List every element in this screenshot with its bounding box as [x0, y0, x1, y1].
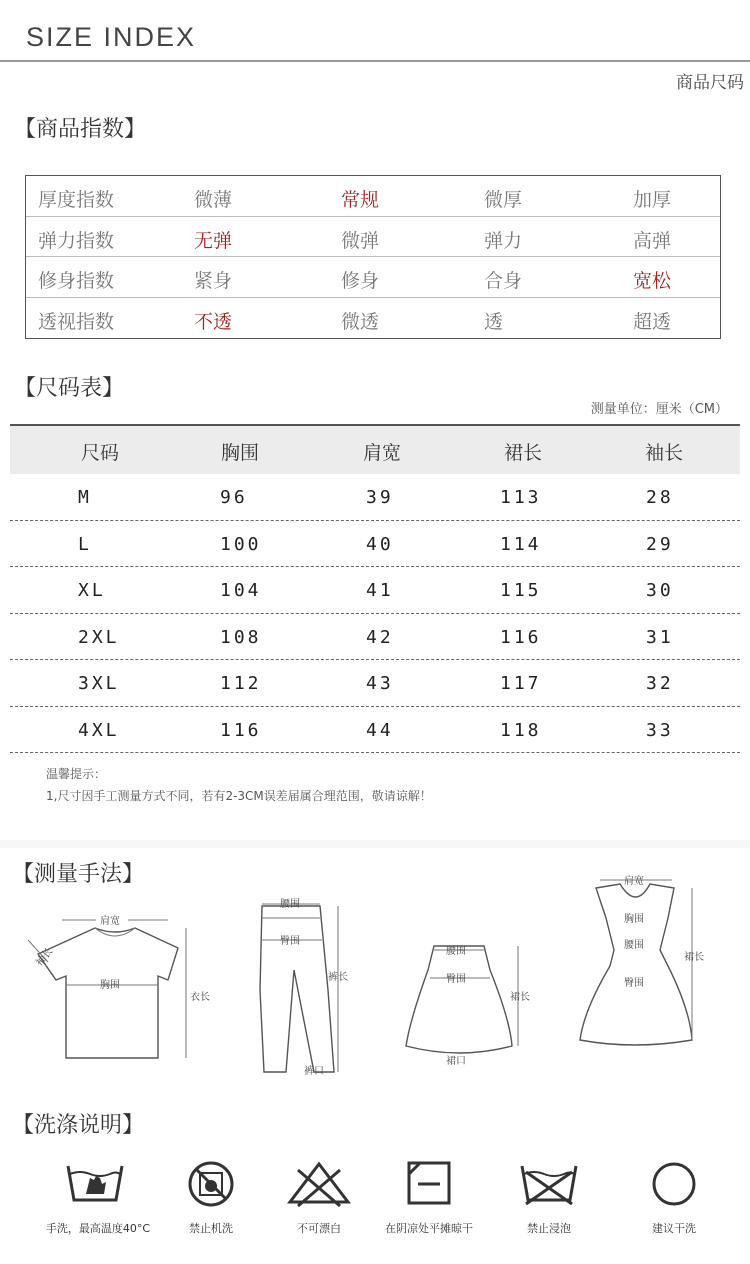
measurement-diagrams	[0, 870, 750, 1090]
size-cell: 40	[366, 533, 394, 555]
skirt-hem-label: 裙口	[446, 1056, 466, 1067]
size-table	[10, 424, 740, 753]
dress-waist-label: 腰围	[624, 940, 644, 951]
attribute-option: 超透	[633, 310, 672, 333]
dress-hip-label: 臀围	[624, 978, 644, 989]
size-table-body	[10, 474, 740, 753]
dress-length-label: 裙长	[684, 952, 704, 963]
no-machine-wash-icon	[184, 1160, 238, 1208]
size-cell: 113	[500, 487, 542, 508]
table-row	[10, 707, 740, 754]
attribute-option: 弹力	[484, 229, 523, 252]
table-row	[10, 567, 740, 614]
skirt-hip-label: 臀围	[446, 974, 466, 985]
size-table-header	[10, 424, 740, 474]
size-cell: 108	[220, 626, 262, 648]
size-column-header: 胸围	[220, 442, 260, 464]
attribute-option-selected: 不透	[194, 310, 233, 333]
table-row	[10, 614, 740, 661]
size-cell: XL	[78, 580, 106, 601]
size-cell: 44	[366, 719, 394, 741]
header-subtitle: 商品尺码	[676, 73, 744, 93]
dry-flat-shade-icon	[406, 1160, 452, 1208]
no-bleach-icon	[286, 1160, 352, 1208]
tshirt-diagram	[28, 914, 210, 1058]
attribute-row	[26, 176, 720, 217]
tip-title: 温馨提示：	[46, 767, 107, 781]
table-row	[10, 474, 740, 521]
tshirt-length-label: 衣长	[190, 992, 210, 1003]
size-cell: 115	[500, 580, 542, 601]
page-title: SIZE INDEX	[26, 22, 197, 52]
size-cell: L	[78, 533, 92, 555]
skirt-waist-label: 腰围	[446, 946, 466, 957]
care-section-title: 【洗涤说明】	[12, 1113, 145, 1138]
care-label-no-bleach: 不可漂白	[297, 1222, 341, 1235]
size-cell: 96	[220, 487, 248, 508]
attribute-option: 微薄	[194, 189, 233, 211]
size-column-header: 尺码	[80, 442, 120, 464]
size-cell: 33	[646, 719, 674, 741]
attribute-label: 修身指数	[38, 270, 115, 292]
size-cell: 39	[366, 487, 394, 508]
attributes-section-title: 【商品指数】	[14, 117, 147, 142]
attribute-label: 弹力指数	[38, 229, 115, 252]
attribute-option-selected: 宽松	[633, 270, 672, 292]
hand-wash-icon	[64, 1160, 126, 1208]
size-cell: M	[78, 487, 92, 508]
size-cell: 116	[500, 626, 542, 648]
size-chart-section-title: 【尺码表】	[14, 376, 125, 401]
attribute-label: 透视指数	[38, 310, 115, 333]
size-cell: 2XL	[78, 626, 120, 648]
size-cell: 100	[220, 533, 262, 555]
size-cell: 41	[366, 580, 394, 601]
size-cell: 31	[646, 626, 674, 648]
unit-note: 测量单位：厘米（CM）	[590, 402, 728, 417]
table-row	[10, 660, 740, 707]
header-divider	[0, 60, 750, 62]
attribute-option: 微弹	[341, 229, 380, 252]
size-cell: 28	[646, 487, 674, 508]
size-cell: 4XL	[78, 719, 120, 741]
pants-hip-label: 臀围	[280, 936, 300, 947]
tshirt-shoulder-label: 肩宽	[100, 916, 120, 927]
size-cell: 3XL	[78, 673, 120, 694]
attribute-option: 修身	[341, 270, 380, 292]
table-row	[10, 521, 740, 568]
pants-waist-label: 腰围	[280, 899, 300, 910]
attribute-option-selected: 常规	[341, 189, 380, 211]
measurement-section-title: 【测量手法】	[12, 862, 145, 887]
attribute-option: 微透	[341, 310, 380, 333]
size-column-header: 裙长	[503, 442, 543, 464]
tshirt-sleeve-label: 袖长	[34, 945, 56, 969]
size-cell: 32	[646, 673, 674, 694]
attribute-option: 微厚	[484, 189, 523, 211]
attributes-table	[25, 175, 721, 339]
size-cell: 112	[220, 673, 262, 694]
size-cell: 114	[500, 533, 542, 555]
care-label-dry-clean: 建议干洗	[652, 1222, 696, 1235]
attribute-row	[26, 257, 720, 298]
dry-clean-icon	[650, 1160, 698, 1208]
dress-diagram	[580, 874, 704, 1045]
care-label-no-machine-wash: 禁止机洗	[189, 1222, 233, 1235]
section-spacer	[0, 840, 750, 848]
pants-hem-label: 裤口	[304, 1066, 324, 1077]
size-column-header: 袖长	[644, 442, 684, 464]
skirt-diagram	[406, 945, 530, 1067]
care-label-dry-flat: 在阴凉处平摊晾干	[385, 1222, 473, 1235]
attribute-option: 加厚	[633, 189, 672, 211]
care-label-no-soak: 禁止浸泡	[527, 1222, 571, 1235]
size-cell: 104	[220, 580, 262, 601]
attribute-row	[26, 298, 720, 339]
attribute-option: 透	[484, 310, 504, 333]
tip-text: 1,尺寸因手工测量方式不同，若有2-3CM误差届属合理范围，敬请谅解！	[46, 789, 432, 803]
dress-shoulder-label: 肩宽	[624, 876, 644, 887]
attribute-option-selected: 无弹	[194, 229, 233, 252]
dress-chest-label: 胸围	[624, 914, 644, 925]
size-cell: 30	[646, 580, 674, 601]
care-label-hand-wash: 手洗，最高温度40°C	[45, 1222, 151, 1235]
attribute-option: 高弹	[633, 229, 672, 252]
pants-diagram	[260, 898, 348, 1077]
size-cell: 29	[646, 533, 674, 555]
size-cell: 42	[366, 626, 394, 648]
attribute-option: 紧身	[194, 270, 233, 292]
size-cell: 117	[500, 673, 542, 694]
pants-length-label: 裤长	[328, 972, 348, 983]
tshirt-chest-label: 胸围	[100, 980, 120, 991]
size-cell: 118	[500, 719, 542, 741]
size-cell: 116	[220, 719, 262, 741]
attribute-row	[26, 217, 720, 258]
size-column-header: 肩宽	[362, 442, 402, 464]
attribute-option: 合身	[484, 270, 523, 292]
no-soak-icon	[516, 1160, 582, 1208]
skirt-length-label: 裙长	[510, 992, 530, 1003]
size-cell: 43	[366, 673, 394, 694]
attribute-label: 厚度指数	[38, 189, 115, 211]
